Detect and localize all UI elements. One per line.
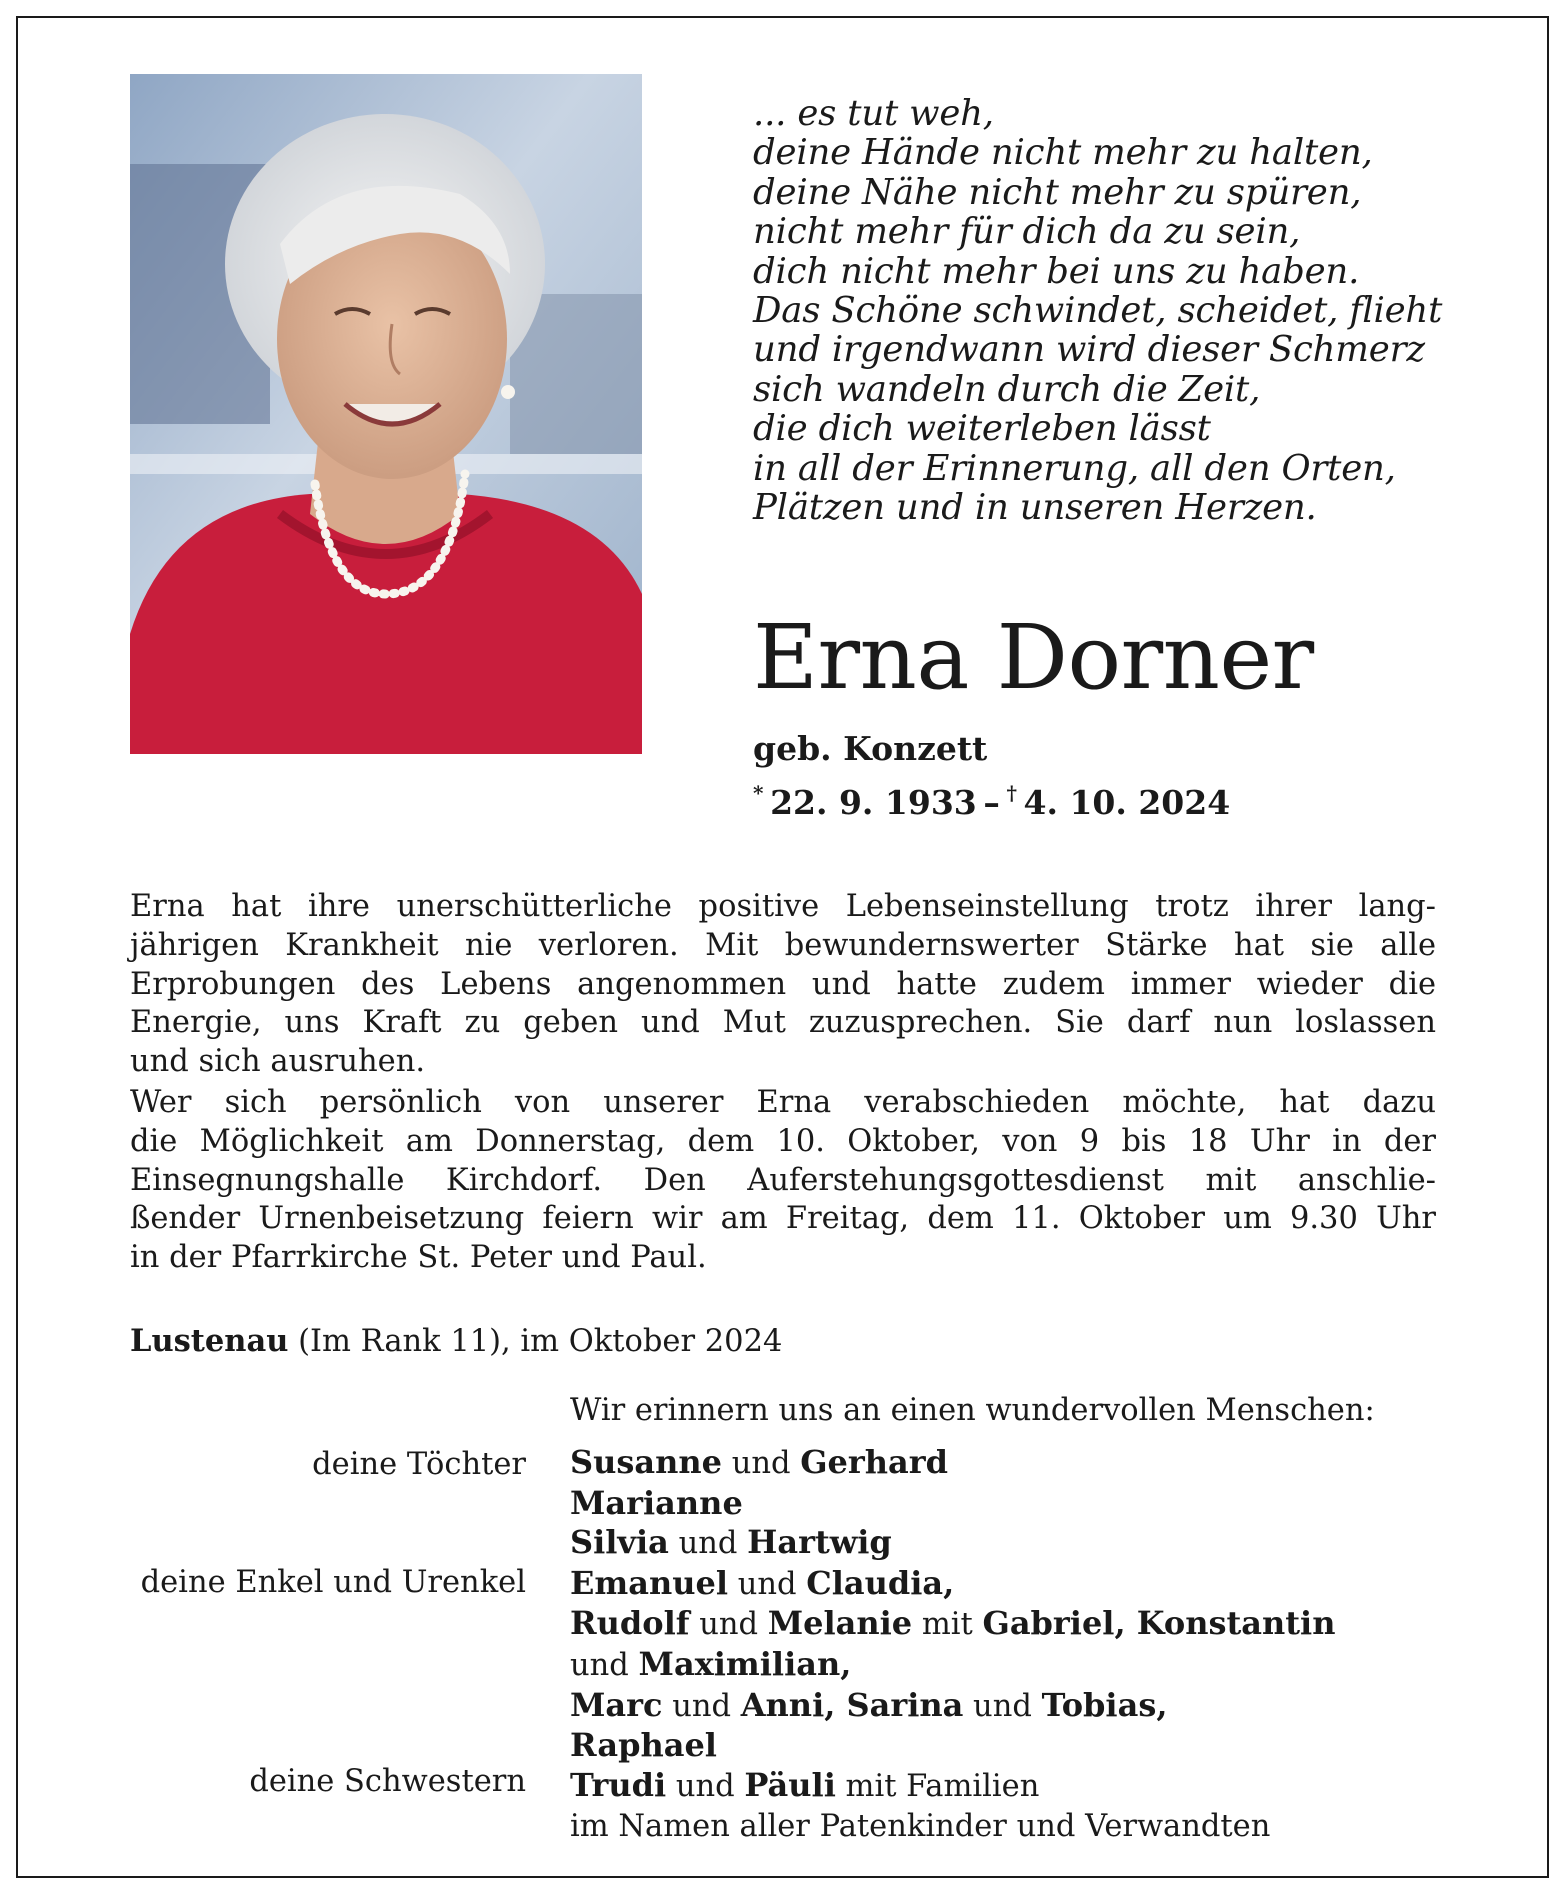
text-line: und sich ausruhen. [130, 1044, 426, 1080]
connector: mit [912, 1607, 983, 1643]
poem-line: sich wandeln durch die Zeit, [753, 368, 1261, 410]
mourner-name: Claudia, [806, 1563, 955, 1602]
mourner-name: Rudolf [570, 1604, 690, 1643]
connector: und [662, 1688, 741, 1724]
mourner-name: Anni, Sarina [740, 1685, 964, 1724]
poem-line: ... es tut weh, [753, 93, 994, 134]
poem-line: Das Schöne schwindet, scheidet, flieht [753, 290, 1443, 332]
text-line: jährigen Krankheit nie verloren. Mit bewundernswerter Stärke hat sie alle [130, 927, 1436, 963]
closing-line: im Namen aller Patenkinder und Verwandten [570, 1809, 1271, 1845]
place-rest: (Im Rank 11), im Oktober 2024 [288, 1324, 783, 1359]
poem-line: Plätzen und in unseren Herzen. [753, 487, 1317, 529]
mourner-name: Gerhard [800, 1443, 948, 1481]
connector: und [570, 1647, 639, 1683]
mourner-name: Melanie [767, 1604, 913, 1643]
mourner-line [570, 1806, 1335, 1847]
mourner-line [570, 1686, 1335, 1727]
poem-line: deine Nähe nicht mehr zu spüren, [753, 171, 1362, 213]
mourner-name: Tobias, [1041, 1685, 1168, 1724]
connector: und [666, 1768, 745, 1804]
label-grandchildren: deine Enkel und Urenkel [140, 1565, 526, 1600]
connector: und [689, 1607, 768, 1643]
poem-line: deine Hände nicht mehr zu halten, [753, 132, 1373, 174]
mourner-name: Trudi [570, 1765, 667, 1804]
funeral-details-paragraph [130, 1084, 1436, 1278]
poem-line: nicht mehr für dich da zu sein, [753, 211, 1301, 253]
portrait-photo [130, 74, 642, 754]
poem-line: und irgendwann wird dieser Schmerz [753, 329, 1425, 371]
mourner-name: Päuli [744, 1765, 836, 1804]
connector: und [722, 1446, 801, 1481]
mourner-line [570, 1484, 1335, 1524]
poem-line: in all der Erinnerung, all den Orten, [753, 447, 1396, 489]
mourner-name: Emanuel [570, 1563, 729, 1602]
text-line: Erprobungen des Lebens angenommen und hatte zudem immer wieder die [130, 966, 1436, 1002]
text-line: Erna hat ihre unerschütterliche positive Lebenseinstellung trotz ihrer lang- [130, 889, 1436, 924]
deceased-name: Erna Dorner [753, 605, 1314, 709]
mourner-name: Marianne [570, 1483, 743, 1522]
mourner-line [570, 1443, 1335, 1484]
birth-date: 22. 9. 1933 [770, 783, 977, 822]
place-date-line [130, 1322, 782, 1361]
connector: und [728, 1566, 807, 1602]
text-line: Wer sich persönlich von unserer Erna verabschieden möchte, hat dazu [130, 1085, 1436, 1120]
mourner-name: Gabriel, Konstantin [982, 1604, 1336, 1643]
text-line: die Möglichkeit am Donnerstag, dem 10. Oktober, von 9 bis 18 Uhr in der [130, 1123, 1436, 1159]
biography-paragraph [130, 888, 1436, 1082]
connector: und [668, 1526, 748, 1562]
mourner-line [570, 1766, 1335, 1807]
mourner-name: Raphael [570, 1726, 717, 1765]
poem-line: die dich weiterleben lässt [753, 408, 1211, 450]
mourner-name: Hartwig [747, 1523, 892, 1562]
connector: mit Familien [835, 1768, 1040, 1804]
birth-name: geb. Konzett [753, 729, 988, 768]
text-line: ßender Urnenbeisetzung feiern wir am Freitag, dem 11. Oktober um 9.30 Uhr [130, 1201, 1436, 1237]
family-intro: Wir erinnern uns an einen wundervollen Menschen: [570, 1393, 1375, 1428]
text-line: Energie, uns Kraft zu geben und Mut zuzusprechen. Sie darf nun loslassen [130, 1005, 1436, 1041]
mourners-list [570, 1443, 1335, 1847]
place-town: Lustenau [130, 1323, 289, 1359]
poem-line: dich nicht mehr bei uns zu haben. [753, 250, 1360, 292]
mourner-line [570, 1645, 1335, 1686]
mourner-name: Maximilian, [638, 1644, 852, 1683]
life-dates [753, 772, 1230, 824]
label-daughters: deine Töchter [312, 1447, 526, 1482]
mourner-name: Silvia [570, 1523, 669, 1562]
connector: und [963, 1688, 1042, 1724]
mourner-line [570, 1564, 1335, 1605]
mourner-line [570, 1604, 1335, 1645]
birth-symbol: * [753, 781, 764, 805]
text-line: Einsegnungshalle Kirchdorf. Den Auferstehungsgottesdienst mit anschlie- [130, 1162, 1436, 1198]
mourner-line [570, 1726, 1335, 1766]
poem [753, 94, 1442, 527]
mourner-name: Marc [570, 1685, 663, 1724]
death-symbol: † [1006, 781, 1017, 805]
death-date: 4. 10. 2024 [1023, 783, 1231, 822]
date-separator: – [983, 783, 1000, 822]
mourner-name: Susanne [570, 1443, 723, 1481]
mourner-line [570, 1523, 1335, 1564]
label-sisters: deine Schwestern [249, 1764, 526, 1799]
text-line: in der Pfarrkirche St. Peter und Paul. [130, 1240, 707, 1276]
